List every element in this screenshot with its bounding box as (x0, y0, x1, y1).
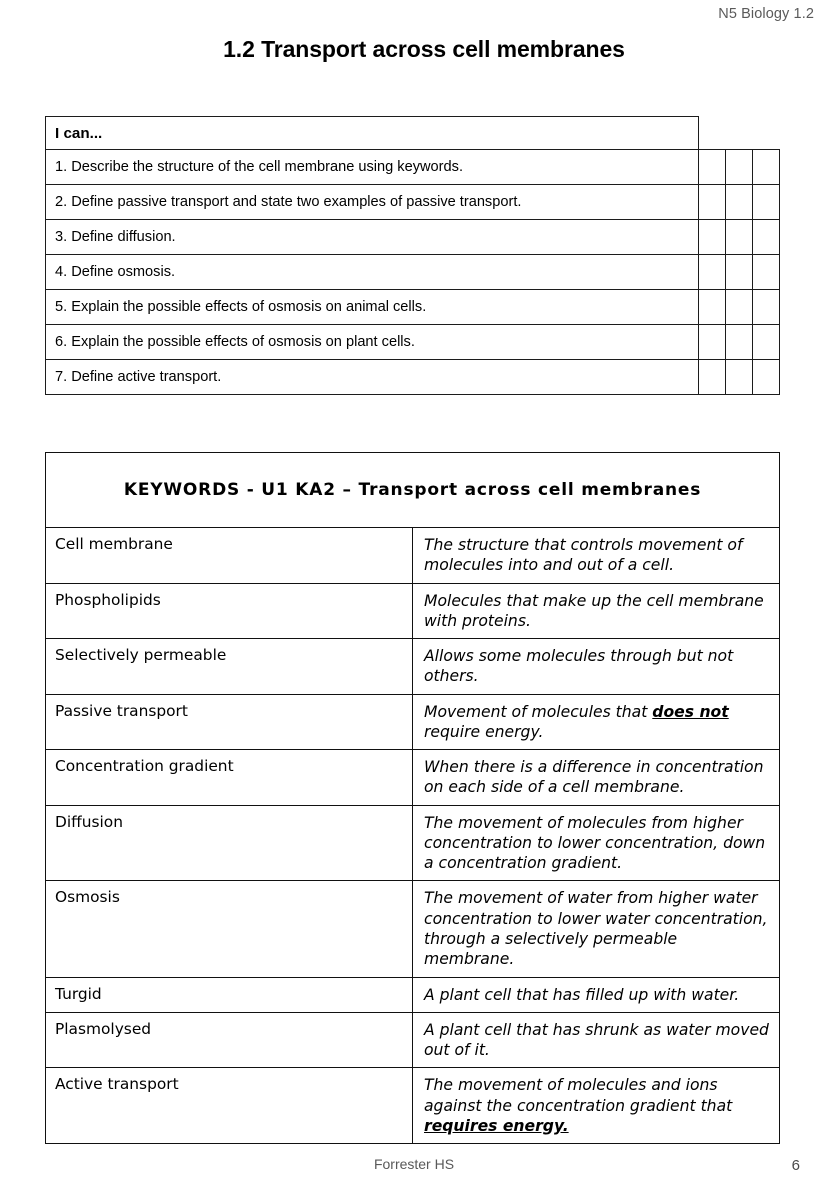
i-can-checkbox-cell[interactable] (753, 185, 780, 220)
i-can-statement: 1. Describe the structure of the cell membrane using keywords. (46, 150, 699, 185)
i-can-checkbox-cell[interactable] (698, 290, 726, 325)
i-can-checkbox-cell[interactable] (726, 220, 753, 255)
footer-school: Forrester HS (373, 1156, 455, 1172)
table-row (46, 639, 780, 695)
i-can-checkbox-cell[interactable] (753, 290, 780, 325)
keyword-definition (413, 881, 780, 977)
i-can-checkbox-cell[interactable] (726, 290, 753, 325)
keyword-definition (413, 583, 780, 639)
i-can-checkbox-cell[interactable] (753, 255, 780, 290)
i-can-checkbox-cell[interactable] (698, 360, 726, 395)
definition-text: A plant cell that has filled up with water. (424, 985, 740, 1004)
i-can-statement: 2. Define passive transport and state two examples of passive transport. (46, 185, 699, 220)
table-row (46, 528, 780, 584)
keyword-definition (413, 528, 780, 584)
table-row (46, 1068, 780, 1144)
definition-text: Movement of molecules that (424, 702, 653, 721)
i-can-checkbox-cell[interactable] (726, 360, 753, 395)
keyword-term: Selectively permeable (46, 639, 413, 695)
keywords-title: KEYWORDS - U1 KA2 – Transport across cell membranes (46, 453, 780, 528)
table-row (46, 150, 780, 185)
definition-text-tail: require energy. (424, 722, 544, 741)
table-row (46, 325, 780, 360)
table-row (46, 1012, 780, 1068)
table-row (46, 360, 780, 395)
i-can-header-spacer-1 (698, 117, 726, 150)
keyword-definition (413, 639, 780, 695)
i-can-statement: 4. Define osmosis. (46, 255, 699, 290)
table-row (46, 694, 780, 750)
keywords-table-body (46, 528, 780, 1144)
i-can-statement: 5. Explain the possible effects of osmosis on animal cells. (46, 290, 699, 325)
i-can-statement: 6. Explain the possible effects of osmosis on plant cells. (46, 325, 699, 360)
i-can-checkbox-cell[interactable] (753, 150, 780, 185)
definition-text: Allows some molecules through but not others. (424, 647, 734, 686)
i-can-statement: 7. Define active transport. (46, 360, 699, 395)
i-can-checkbox-cell[interactable] (698, 150, 726, 185)
i-can-checkbox-cell[interactable] (726, 325, 753, 360)
keyword-definition (413, 977, 780, 1012)
keyword-definition (413, 694, 780, 750)
definition-text: When there is a difference in concentration on each side of a cell membrane. (424, 758, 764, 797)
keyword-term: Concentration gradient (46, 750, 413, 806)
keyword-definition (413, 805, 780, 881)
keyword-term: Phospholipids (46, 583, 413, 639)
course-label: N5 Biology 1.2 (718, 6, 814, 22)
table-row (46, 290, 780, 325)
keyword-term: Cell membrane (46, 528, 413, 584)
i-can-checkbox-cell[interactable] (698, 220, 726, 255)
table-row (46, 220, 780, 255)
definition-text: The movement of molecules from higher concentration to lower concentration, down a concentration gradient. (424, 813, 766, 873)
table-row (46, 750, 780, 806)
i-can-checkbox-cell[interactable] (726, 255, 753, 290)
table-row (46, 977, 780, 1012)
keyword-term: Active transport (46, 1068, 413, 1144)
definition-text: Molecules that make up the cell membrane with proteins. (424, 591, 764, 630)
i-can-checkbox-cell[interactable] (698, 325, 726, 360)
definition-text: A plant cell that has shrunk as water moved out of it. (424, 1020, 769, 1060)
keyword-definition (413, 1068, 780, 1144)
keyword-term: Passive transport (46, 694, 413, 750)
keyword-term: Plasmolysed (46, 1012, 413, 1068)
keyword-definition (413, 1012, 780, 1068)
table-row (46, 805, 780, 881)
table-row (46, 881, 780, 977)
i-can-header-row (46, 117, 780, 150)
i-can-checkbox-cell[interactable] (698, 255, 726, 290)
i-can-checklist-table (45, 116, 780, 395)
i-can-statement-rows (46, 150, 780, 395)
keyword-term: Diffusion (46, 805, 413, 881)
i-can-checkbox-cell[interactable] (753, 220, 780, 255)
definition-emphasis: requires energy. (424, 1116, 569, 1135)
definition-text: The structure that controls movement of molecules into and out of a cell. (424, 536, 743, 575)
table-row (46, 583, 780, 639)
footer-page-number: 6 (791, 1157, 800, 1174)
keyword-term: Turgid (46, 977, 413, 1012)
i-can-checkbox-cell[interactable] (726, 185, 753, 220)
i-can-checkbox-cell[interactable] (698, 185, 726, 220)
i-can-checkbox-cell[interactable] (726, 150, 753, 185)
i-can-header-spacer-2 (726, 117, 753, 150)
keywords-table-header (46, 453, 780, 528)
table-row (46, 185, 780, 220)
i-can-header-spacer-3 (753, 117, 780, 150)
definition-emphasis: does not (652, 702, 729, 721)
definition-text: The movement of molecules and ions against the concentration gradient that (424, 1076, 733, 1115)
i-can-statement: 3. Define diffusion. (46, 220, 699, 255)
keyword-definition (413, 750, 780, 806)
definition-text: The movement of water from higher water concentration to lower water concentration, through a selectively permeable membrane. (424, 889, 768, 969)
i-can-heading: I can... (46, 117, 699, 150)
keyword-term: Osmosis (46, 881, 413, 977)
keywords-table (45, 452, 780, 1144)
i-can-table-body (46, 117, 780, 150)
i-can-checkbox-cell[interactable] (753, 360, 780, 395)
page-title: 1.2 Transport across cell membranes (223, 36, 625, 62)
i-can-checkbox-cell[interactable] (753, 325, 780, 360)
table-row (46, 255, 780, 290)
keywords-title-row (46, 453, 780, 528)
